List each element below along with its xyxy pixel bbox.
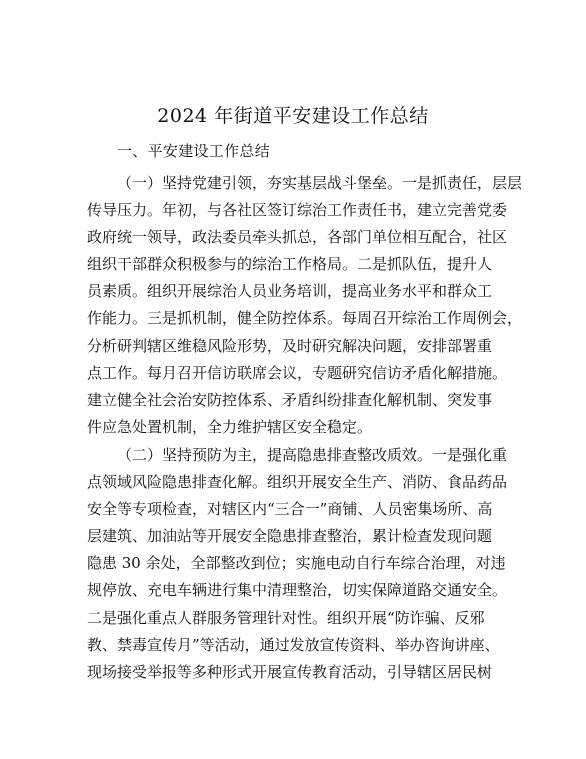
paragraph-line: 安全等专项检查，对辖区内“三合一”商铺、人员密集场所、高 (87, 500, 493, 519)
paragraph-line: 政府统一领导，政法委员牵头抓总，各部门单位相互配合，社区 (87, 228, 508, 247)
document-title: 2024 年街道平安建设工作总结 (157, 105, 429, 127)
paragraph-1 (87, 170, 523, 441)
paragraph-line: 教、禁毒宣传月”等活动，通过发放宣传资料、举办咨询讲座、 (87, 635, 500, 654)
paragraph-line: 二是强化重点人群服务管理针对性。组织开展“防诈骗、反邪 (87, 608, 485, 627)
paragraph-line: 点工作。每月召开信访联席会议，专题研究信访矛盾化解措施。 (87, 363, 508, 382)
paragraph-line: 建立健全社会治安防控体系、矛盾纠纷排查化解机制、突发事 (87, 390, 493, 409)
paragraph-line: 规停放、充电车辆进行集中清理整治，切实保障道路交通安全。 (87, 581, 508, 600)
paragraph-line: 员素质。组织开展综治人员业务培训，提高业务水平和群众工 (87, 282, 493, 301)
paragraph-line: （二）坚持预防为主，提高隐患排查整改质效。一是强化重 (117, 446, 508, 464)
section-heading: 一、平安建设工作总结 (117, 142, 271, 160)
paragraph-line: 件应急处置机制，全力维护辖区安全稳定。 (87, 417, 373, 436)
paragraph-line: 层建筑、加油站等开展安全隐患排查整治，累计检查发现问题 (87, 527, 493, 546)
paragraph-2 (87, 442, 508, 686)
paragraph-line: 组织干部群众积极参与的综治工作格局。二是抓队伍，提升人 (87, 255, 493, 274)
paragraph-line: 分析研判辖区维稳风险形势，及时研究解决问题，安排部署重 (87, 336, 493, 355)
paragraph-line: （一）坚持党建引领，夯实基层战斗堡垒。一是抓责任，层层 (117, 174, 523, 192)
paragraph-line: 作能力。三是抓机制，健全防控体系。每周召开综治工作周例会， (87, 309, 523, 328)
paragraph-line: 点领域风险隐患排查化解。组织开展安全生产、消防、食品药品 (87, 473, 508, 492)
paragraph-line: 隐患 30 余处，全部整改到位；实施电动自行车综合治理，对违 (87, 554, 506, 573)
paragraph-line: 传导压力。年初，与各社区签订综治工作责任书，建立完善党委 (87, 201, 508, 220)
paragraph-line: 现场接受举报等多种形式开展宣传教育活动，引导辖区居民树 (87, 662, 493, 681)
